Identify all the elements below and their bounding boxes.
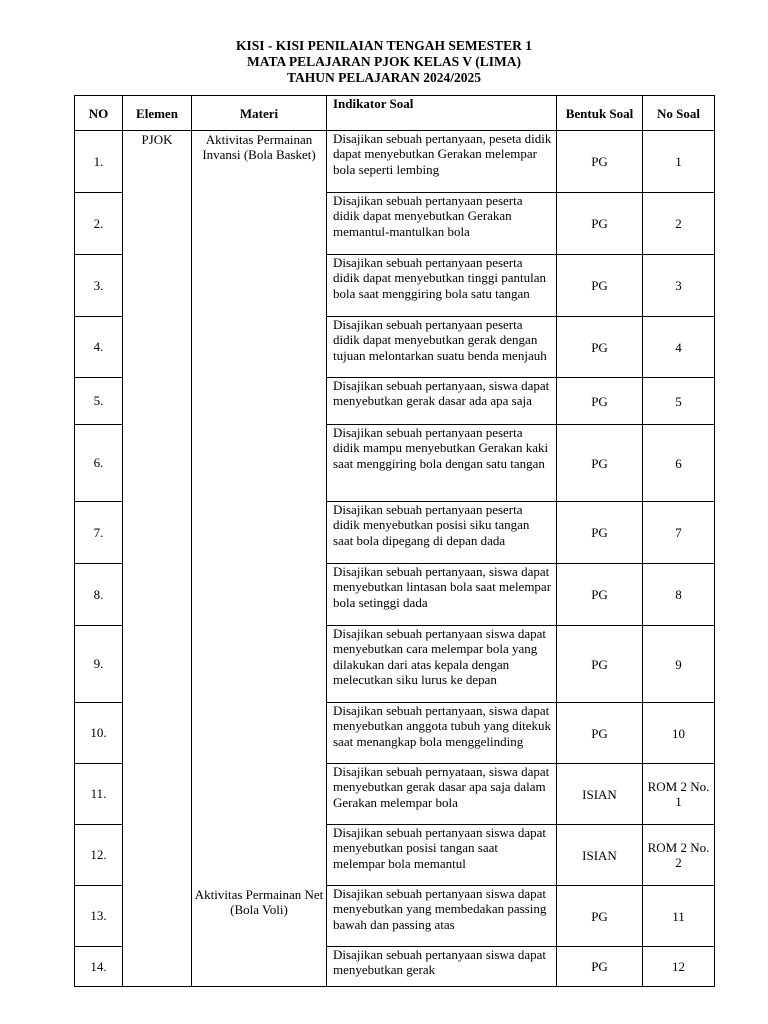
title-line-1: KISI - KISI PENILAIAN TENGAH SEMESTER 1 bbox=[235, 38, 533, 53]
row-number: 8. bbox=[75, 564, 123, 626]
row-number: 9. bbox=[75, 626, 123, 703]
title-line-2: MATA PELAJARAN PJOK KELAS V (LIMA) bbox=[247, 54, 521, 69]
header-elemen: Elemen bbox=[123, 96, 192, 131]
bentuk-soal: PG bbox=[557, 626, 643, 703]
bentuk-soal: PG bbox=[557, 564, 643, 626]
indikator-soal: Disajikan sebuah pernyataan, siswa dapat menyebutkan gerak dasar apa saja dalam Gerakan melempar bola bbox=[327, 764, 557, 825]
bentuk-soal: PG bbox=[557, 502, 643, 564]
row-number: 12. bbox=[75, 825, 123, 886]
indikator-soal: Disajikan sebuah pertanyaan siswa dapat menyebutkan cara melempar bola yang dilakukan dari atas kepala dengan melecutkan siku lurus ke depan bbox=[327, 626, 557, 703]
title-line-3: TAHUN PELAJARAN 2024/2025 bbox=[286, 70, 481, 85]
indikator-soal: Disajikan sebuah pertanyaan peserta didik dapat menyebutkan gerak dengan tujuan melontarkan suatu benda menjauh bbox=[327, 317, 557, 378]
no-soal: 2 bbox=[643, 193, 715, 255]
no-soal: 7 bbox=[643, 502, 715, 564]
indikator-soal: Disajikan sebuah pertanyaan siswa dapat menyebutkan gerak bbox=[327, 947, 557, 987]
row-number: 6. bbox=[75, 425, 123, 502]
no-soal: 10 bbox=[643, 703, 715, 764]
table-body bbox=[75, 131, 715, 987]
row-number: 14. bbox=[75, 947, 123, 987]
bentuk-soal: ISIAN bbox=[557, 764, 643, 825]
indikator-soal: Disajikan sebuah pertanyaan peserta didik menyebutkan posisi siku tangan saat bola dipegang di depan dada bbox=[327, 502, 557, 564]
bentuk-soal: PG bbox=[557, 703, 643, 764]
no-soal: 9 bbox=[643, 626, 715, 703]
header-no: NO bbox=[75, 96, 123, 131]
bentuk-soal: PG bbox=[557, 255, 643, 317]
table-header-row bbox=[75, 96, 715, 131]
indikator-soal: Disajikan sebuah pertanyaan, siswa dapat menyebutkan lintasan bola saat melempar bola setinggi dada bbox=[327, 564, 557, 626]
row-number: 10. bbox=[75, 703, 123, 764]
row-number: 5. bbox=[75, 378, 123, 425]
header-indikator: Indikator Soal bbox=[327, 96, 557, 131]
no-soal: 12 bbox=[643, 947, 715, 987]
header-no-soal: No Soal bbox=[643, 96, 715, 131]
indikator-soal: Disajikan sebuah pertanyaan, siswa dapat menyebutkan anggota tubuh yang ditekuk saat menangkap bola menggelinding bbox=[327, 703, 557, 764]
no-soal: ROM 2 No. 1 bbox=[643, 764, 715, 825]
bentuk-soal: PG bbox=[557, 378, 643, 425]
row-number: 13. bbox=[75, 886, 123, 947]
row-number: 4. bbox=[75, 317, 123, 378]
table-row bbox=[75, 131, 715, 193]
materi-bola-voli: Aktivitas Permainan Net (Bola Voli) bbox=[192, 886, 327, 987]
elemen-cell: PJOK bbox=[123, 131, 192, 987]
no-soal: ROM 2 No. 2 bbox=[643, 825, 715, 886]
indikator-soal: Disajikan sebuah pertanyaan peserta didik mampu menyebutkan Gerakan kaki saat menggiring bola dengan satu tangan bbox=[327, 425, 557, 502]
indikator-soal: Disajikan sebuah pertanyaan siswa dapat menyebutkan posisi tangan saat melempar bola memantul bbox=[327, 825, 557, 886]
bentuk-soal: PG bbox=[557, 131, 643, 193]
no-soal: 3 bbox=[643, 255, 715, 317]
indikator-soal: Disajikan sebuah pertanyaan siswa dapat menyebutkan yang membedakan passing bawah dan passing atas bbox=[327, 886, 557, 947]
row-number: 2. bbox=[75, 193, 123, 255]
row-number: 3. bbox=[75, 255, 123, 317]
header-materi: Materi bbox=[192, 96, 327, 131]
no-soal: 8 bbox=[643, 564, 715, 626]
materi-bola-basket: Aktivitas Permainan Invansi (Bola Basket) bbox=[192, 131, 327, 886]
no-soal: 1 bbox=[643, 131, 715, 193]
bentuk-soal: PG bbox=[557, 886, 643, 947]
indikator-soal: Disajikan sebuah pertanyaan peserta didik dapat menyebutkan Gerakan memantul-mantulkan bola bbox=[327, 193, 557, 255]
document-heading bbox=[0, 38, 768, 86]
row-number: 11. bbox=[75, 764, 123, 825]
bentuk-soal: PG bbox=[557, 425, 643, 502]
bentuk-soal: PG bbox=[557, 193, 643, 255]
indikator-soal: Disajikan sebuah pertanyaan, peseta didik dapat menyebutkan Gerakan melempar bola seperti lembing bbox=[327, 131, 557, 193]
no-soal: 5 bbox=[643, 378, 715, 425]
indikator-soal: Disajikan sebuah pertanyaan, siswa dapat menyebutkan gerak dasar ada apa saja bbox=[327, 378, 557, 425]
row-number: 1. bbox=[75, 131, 123, 193]
row-number: 7. bbox=[75, 502, 123, 564]
bentuk-soal: ISIAN bbox=[557, 825, 643, 886]
no-soal: 6 bbox=[643, 425, 715, 502]
bentuk-soal: PG bbox=[557, 317, 643, 378]
no-soal: 11 bbox=[643, 886, 715, 947]
no-soal: 4 bbox=[643, 317, 715, 378]
indikator-soal: Disajikan sebuah pertanyaan peserta didik dapat menyebutkan tinggi pantulan bola saat menggiring bola satu tangan bbox=[327, 255, 557, 317]
kisi-kisi-table bbox=[74, 95, 715, 987]
bentuk-soal: PG bbox=[557, 947, 643, 987]
header-bentuk-soal: Bentuk Soal bbox=[557, 96, 643, 131]
